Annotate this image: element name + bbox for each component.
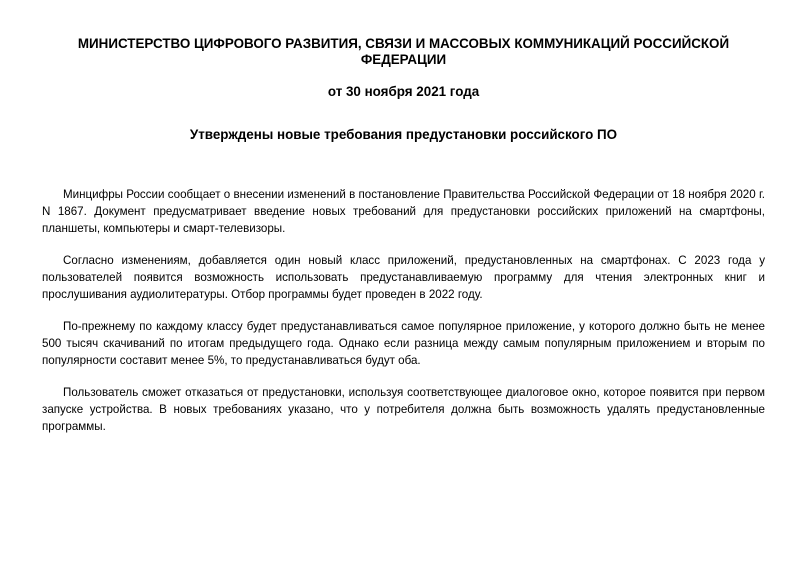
paragraph-4: Пользователь сможет отказаться от предустановки, используя соответствующее диалоговое окно, которое появится при первом запуске устройства. В новых требованиях указано, что у потребителя должна быть возможность удалять предустановленные программы. xyxy=(42,386,765,433)
ministry-heading: МИНИСТЕРСТВО ЦИФРОВОГО РАЗВИТИЯ, СВЯЗИ И МАССОВЫХ КОММУНИКАЦИЙ РОССИЙСКОЙ ФЕДЕРАЦИИ xyxy=(77,36,730,67)
paragraph-2: Согласно изменениям, добавляется один новый класс приложений, предустановленных на смартфонах. С 2023 года у пользователей появится возможность использовать предустанавливаемую программу для чтения электронных книг и прослушивания аудиолитературы. Отбор программы будет проведен в 2022 году. xyxy=(42,254,765,301)
document-date: от 30 ноября 2021 года xyxy=(327,84,480,99)
paragraph-3: По-прежнему по каждому классу будет предустанавливаться самое популярное приложение, у которого должно быть не менее 500 тысяч скачиваний по итогам предыдущего года. Однако если разница между самым популярным приложением и вторым по популярности составит менее 5%, то предустанавливаться будут оба. xyxy=(42,320,765,367)
document-title: Утверждены новые требования предустановки российского ПО xyxy=(189,127,618,142)
document-body xyxy=(42,186,765,435)
paragraph-1: Минцифры России сообщает о внесении изменений в постановление Правительства Российской Федерации от 18 ноября 2020 г. N 1867. Документ предусматривает введение новых требований для предустановки российских приложений на смартфоны, планшеты, компьютеры и смарт-телевизоры. xyxy=(42,188,765,235)
